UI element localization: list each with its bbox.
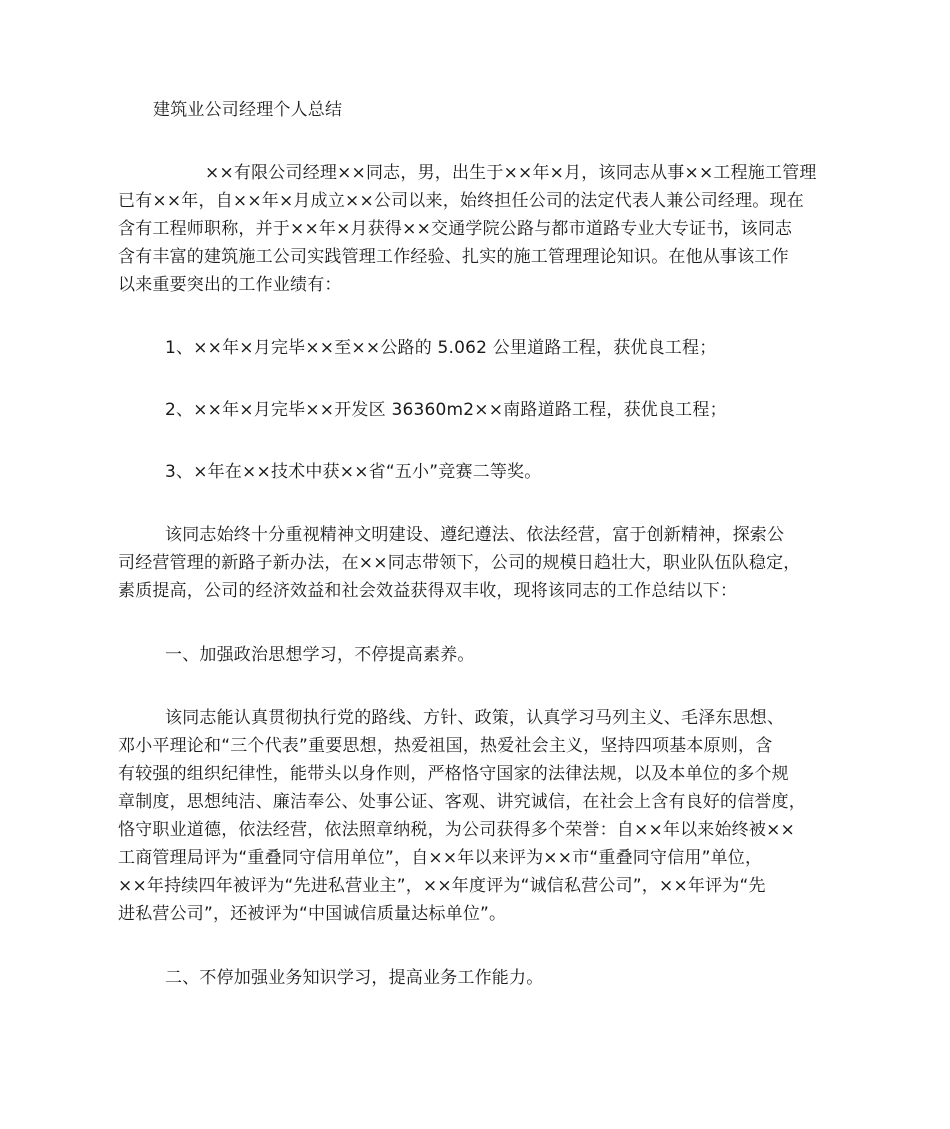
intro-line: 含有丰富的建筑施工公司实践管理工作经验、扎实的施工管理理论知识。在他从事该工作 xyxy=(118,247,789,267)
section-paragraph-line: 有较强的组织纪律性，能带头以身作则，严格恪守国家的法律法规，以及本单位的多个规 xyxy=(118,764,789,784)
achievement-item: 3、×年在××技术中获××省“五小”竞赛二等奖。 xyxy=(165,462,542,482)
section-paragraph-line: 进私营公司”，还被评为“中国诚信质量达标单位”。 xyxy=(118,904,507,924)
section-heading: 二、不停加强业务知识学习，提高业务工作能力。 xyxy=(165,968,544,988)
section-paragraph-line: 恪守职业道德，依法经营，依法照章纳税，为公司获得多个荣誉：自××年以来始终被×× xyxy=(118,820,795,840)
intro-line: 以来重要突出的工作业绩有： xyxy=(118,275,342,295)
summary-line: 素质提高，公司的经济效益和社会效益获得双丰收，现将该同志的工作总结以下： xyxy=(118,581,738,601)
intro-line: 含有工程师职称，并于××年×月获得××交通学院公路与都市道路专业大专证书，该同志 xyxy=(118,219,793,239)
achievement-item: 2、××年×月完毕××开发区 36360m2××南路道路工程，获优良工程； xyxy=(165,400,727,420)
section-paragraph-line: 工商管理局评为“重叠同守信用单位”，自××年以来评为××市“重叠同守信用”单位， xyxy=(118,848,763,868)
section-heading: 一、加强政治思想学习，不停提高素养。 xyxy=(165,645,475,665)
section-paragraph-line: 邓小平理论和“三个代表”重要思想，热爱祖国，热爱社会主义，坚持四项基本原则，含 xyxy=(118,736,773,756)
section-paragraph-line: ××年持续四年被评为“先进私营业主”，××年度评为“诚信私营公司”，××年评为“先 xyxy=(118,876,766,896)
summary-line: 该同志始终十分重视精神文明建设、遵纪遵法、依法经营，富于创新精神，探索公 xyxy=(165,525,785,545)
summary-line: 司经营管理的新路子新办法，在××同志带领下，公司的规模日趋壮大，职业队伍队稳定， xyxy=(118,553,801,573)
intro-line: ××有限公司经理××同志，男，出生于××年×月，该同志从事××工程施工管理 xyxy=(205,163,817,183)
document-title: 建筑业公司经理个人总结 xyxy=(153,100,343,120)
section-paragraph-line: 该同志能认真贯彻执行党的路线、方针、政策，认真学习马列主义、毛泽东思想、 xyxy=(165,708,785,728)
achievement-item: 1、××年×月完毕××至××公路的 5.062 公里道路工程，获优良工程； xyxy=(165,338,717,358)
intro-line: 已有××年，自××年×月成立××公司以来，始终担任公司的法定代表人兼公司经理。现在 xyxy=(118,191,804,211)
section-paragraph-line: 章制度，思想纯洁、廉洁奉公、处事公证、客观、讲究诚信，在社会上含有良好的信誉度， xyxy=(118,792,806,812)
